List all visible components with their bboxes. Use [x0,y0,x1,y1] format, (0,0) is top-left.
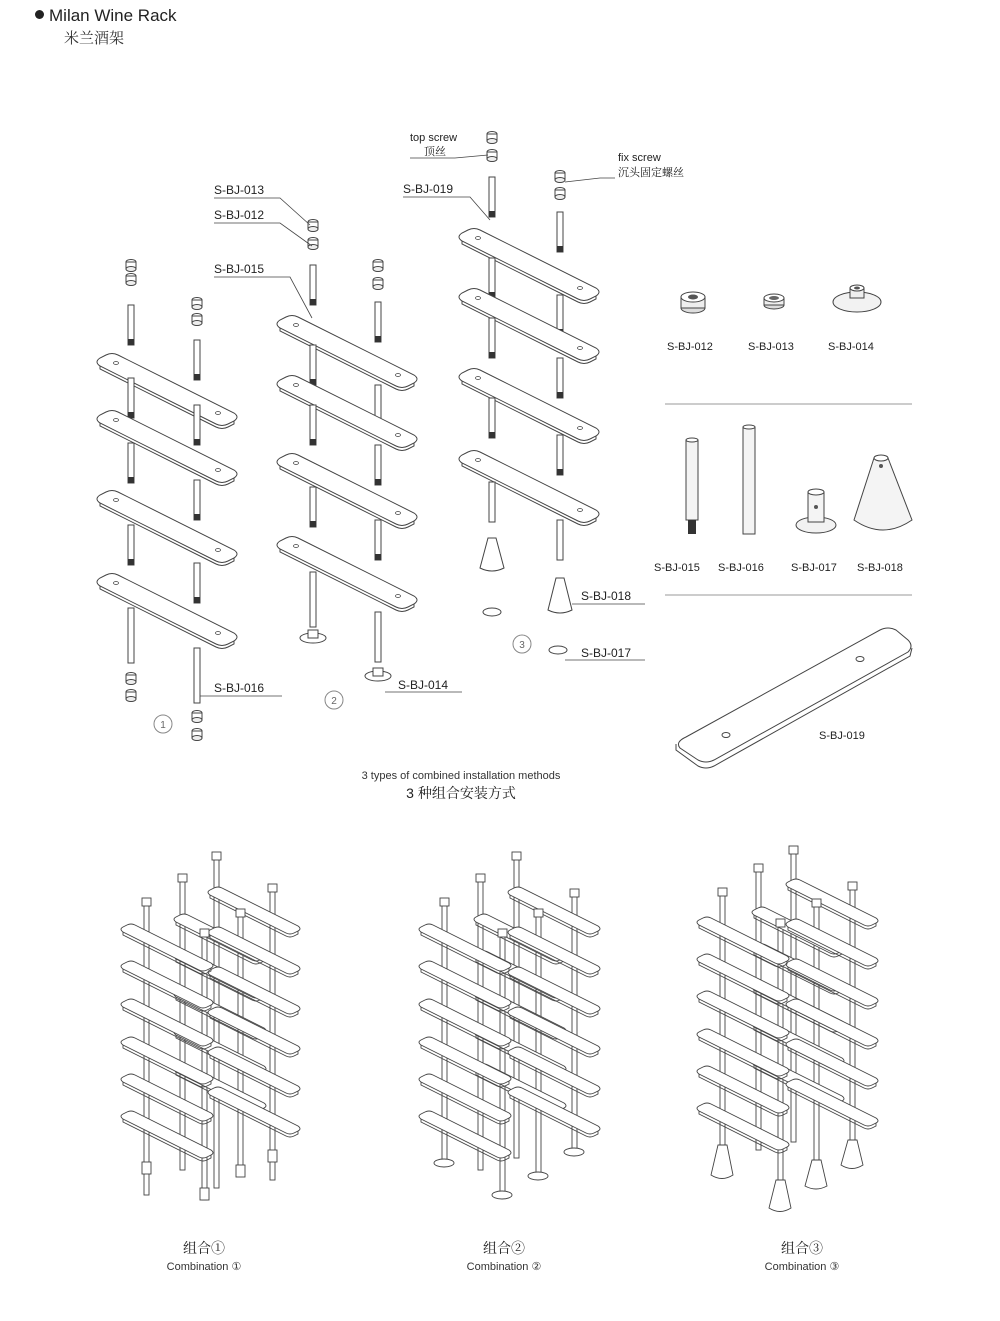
svg-text:2: 2 [331,696,337,707]
title-cn: 米兰酒架 [64,30,125,47]
part-label-013: S-BJ-013 [748,341,794,353]
callout-top-screw-en: top screw [410,132,458,144]
assembly-2 [277,220,417,682]
part-label-018: S-BJ-018 [857,562,903,574]
part-s-bj-016 [743,425,755,534]
method-marker-2 [325,691,343,709]
method-marker-3 [513,635,531,653]
part-label-014: S-BJ-014 [828,341,874,353]
label-s-bj-016: S-BJ-016 [214,681,265,695]
part-label-015: S-BJ-015 [654,562,700,574]
part-label-017: S-BJ-017 [791,562,837,574]
assembly-3 [459,132,599,655]
part-s-bj-017 [796,489,836,533]
svg-text:3: 3 [519,640,525,651]
methods-caption-en: 3 types of combined installation methods [361,770,561,782]
part-s-bj-012 [681,292,705,313]
part-s-bj-019 [676,628,912,768]
part-s-bj-018 [854,455,912,530]
label-s-bj-019: S-BJ-019 [403,182,454,196]
title-en: Milan Wine Rack [49,6,177,25]
label-s-bj-014: S-BJ-014 [398,678,449,692]
methods-caption-cn: 3 种组合安装方式 [406,785,516,801]
label-s-bj-018: S-BJ-018 [581,589,632,603]
combination-2-en: Combination ② [466,1261,542,1273]
combination-1-view [121,852,300,1200]
label-s-bj-013: S-BJ-013 [214,183,265,197]
method-marker-1 [154,715,172,733]
svg-text:1: 1 [160,720,166,731]
combination-3-cn: 组合③ [781,1240,823,1256]
combination-3-en: Combination ③ [764,1261,840,1273]
combination-2-view [419,852,600,1199]
part-s-bj-014 [833,285,881,312]
label-s-bj-017: S-BJ-017 [581,646,632,660]
assembly-1 [97,260,237,741]
combination-1-cn: 组合① [183,1240,225,1256]
combination-2-cn: 组合② [483,1240,525,1256]
part-s-bj-013 [764,294,784,309]
part-label-016: S-BJ-016 [718,562,764,574]
callout-top-screw-cn: 顶丝 [424,146,446,158]
part-label-019: S-BJ-019 [819,730,865,742]
callout-fix-screw-cn: 沉头固定螺丝 [618,167,684,179]
combination-3-view [697,846,878,1212]
combination-1-en: Combination ① [166,1261,242,1273]
part-label-012: S-BJ-012 [667,341,713,353]
callout-fix-screw-en: fix screw [618,152,661,164]
part-s-bj-015 [686,438,698,534]
label-s-bj-012: S-BJ-012 [214,208,265,222]
label-s-bj-015: S-BJ-015 [214,262,265,276]
